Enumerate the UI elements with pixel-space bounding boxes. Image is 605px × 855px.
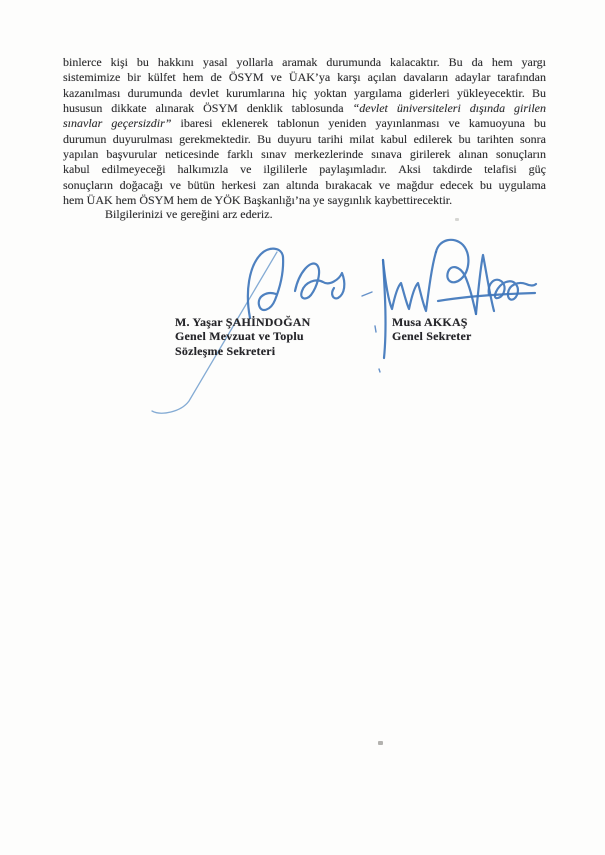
paragraph-line: [63, 162, 546, 177]
paragraph-line: [63, 86, 546, 101]
paragraph-line: [63, 70, 546, 85]
scan-speck-artifact: [455, 218, 459, 221]
paragraph-line: [63, 116, 546, 131]
body-text: kazanılması durumunda devlet kurumlarına hiç yoktan yargılama giderleri yükleyecektir. Bu: [63, 85, 546, 100]
paragraph-line: [63, 55, 546, 70]
paragraph-line: [63, 147, 546, 162]
signatory-name: M. Yaşar ŞAHİNDOĞAN: [175, 315, 311, 329]
body-text: yapılan başvurular neticesinde farklı sınav merkezlerinde sınava girilerek alınan sonuçların: [63, 147, 546, 162]
signatory-name: Musa AKKAŞ: [392, 315, 468, 329]
scan-speck-artifact: [378, 741, 383, 745]
signatory-block-left: [175, 315, 310, 358]
body-text: hususun dikkate alınarak ÖSYM denklik tablosunda: [63, 101, 353, 116]
signature-akkas: [368, 238, 540, 380]
body-text: sonuçların doğacağı ve bütün herkesi zan altında bırakacak ve mağdur edecek bu uygulama: [63, 177, 546, 192]
body-text: durumun duyurulması gerekmektedir. Bu duyuru tarihi milat kabul edilerek bu tarihten sonra: [63, 131, 546, 146]
body-text: ibaresi eklenerek tablonun yeniden yayınlanması ve kamuoyuna bu: [171, 116, 546, 131]
signatory-title: Genel Mevzuat ve Toplu: [175, 329, 304, 344]
signatory-title: Sözleşme Sekreteri: [175, 343, 276, 358]
paragraph-line: [63, 178, 546, 193]
paragraph-line: [63, 132, 546, 147]
body-paragraph: [63, 55, 546, 208]
body-text: kabul edilmeyeceği halkımızla ve ilgililerle paylaşımladır. Aksi takdirde telafisi güç: [63, 162, 546, 177]
body-text: binlerce kişi bu hakkını yasal yollarla aramak durumunda kalacaktır. Bu da hem yargı: [63, 55, 546, 69]
paragraph-line: [63, 101, 546, 116]
body-text: hem ÜAK hem ÖSYM hem de YÖK Başkanlığı’na ye saygınlık kaybettirecektir.: [63, 193, 453, 208]
signatory-title: Genel Sekreter: [392, 329, 472, 344]
signatory-block-right: [392, 315, 472, 344]
quoted-italic-text: “devlet üniversiteleri dışında girilen: [352, 101, 547, 116]
quoted-italic-text: sınavlar geçersizdir”: [63, 116, 172, 131]
closing-line: Bilgilerinizi ve gereğini arz ederiz.: [105, 207, 273, 221]
body-text: sistemimize bir külfet hem de ÖSYM ve ÜAK’ya karşı açılan davaların adaylar tarafından: [63, 70, 546, 85]
